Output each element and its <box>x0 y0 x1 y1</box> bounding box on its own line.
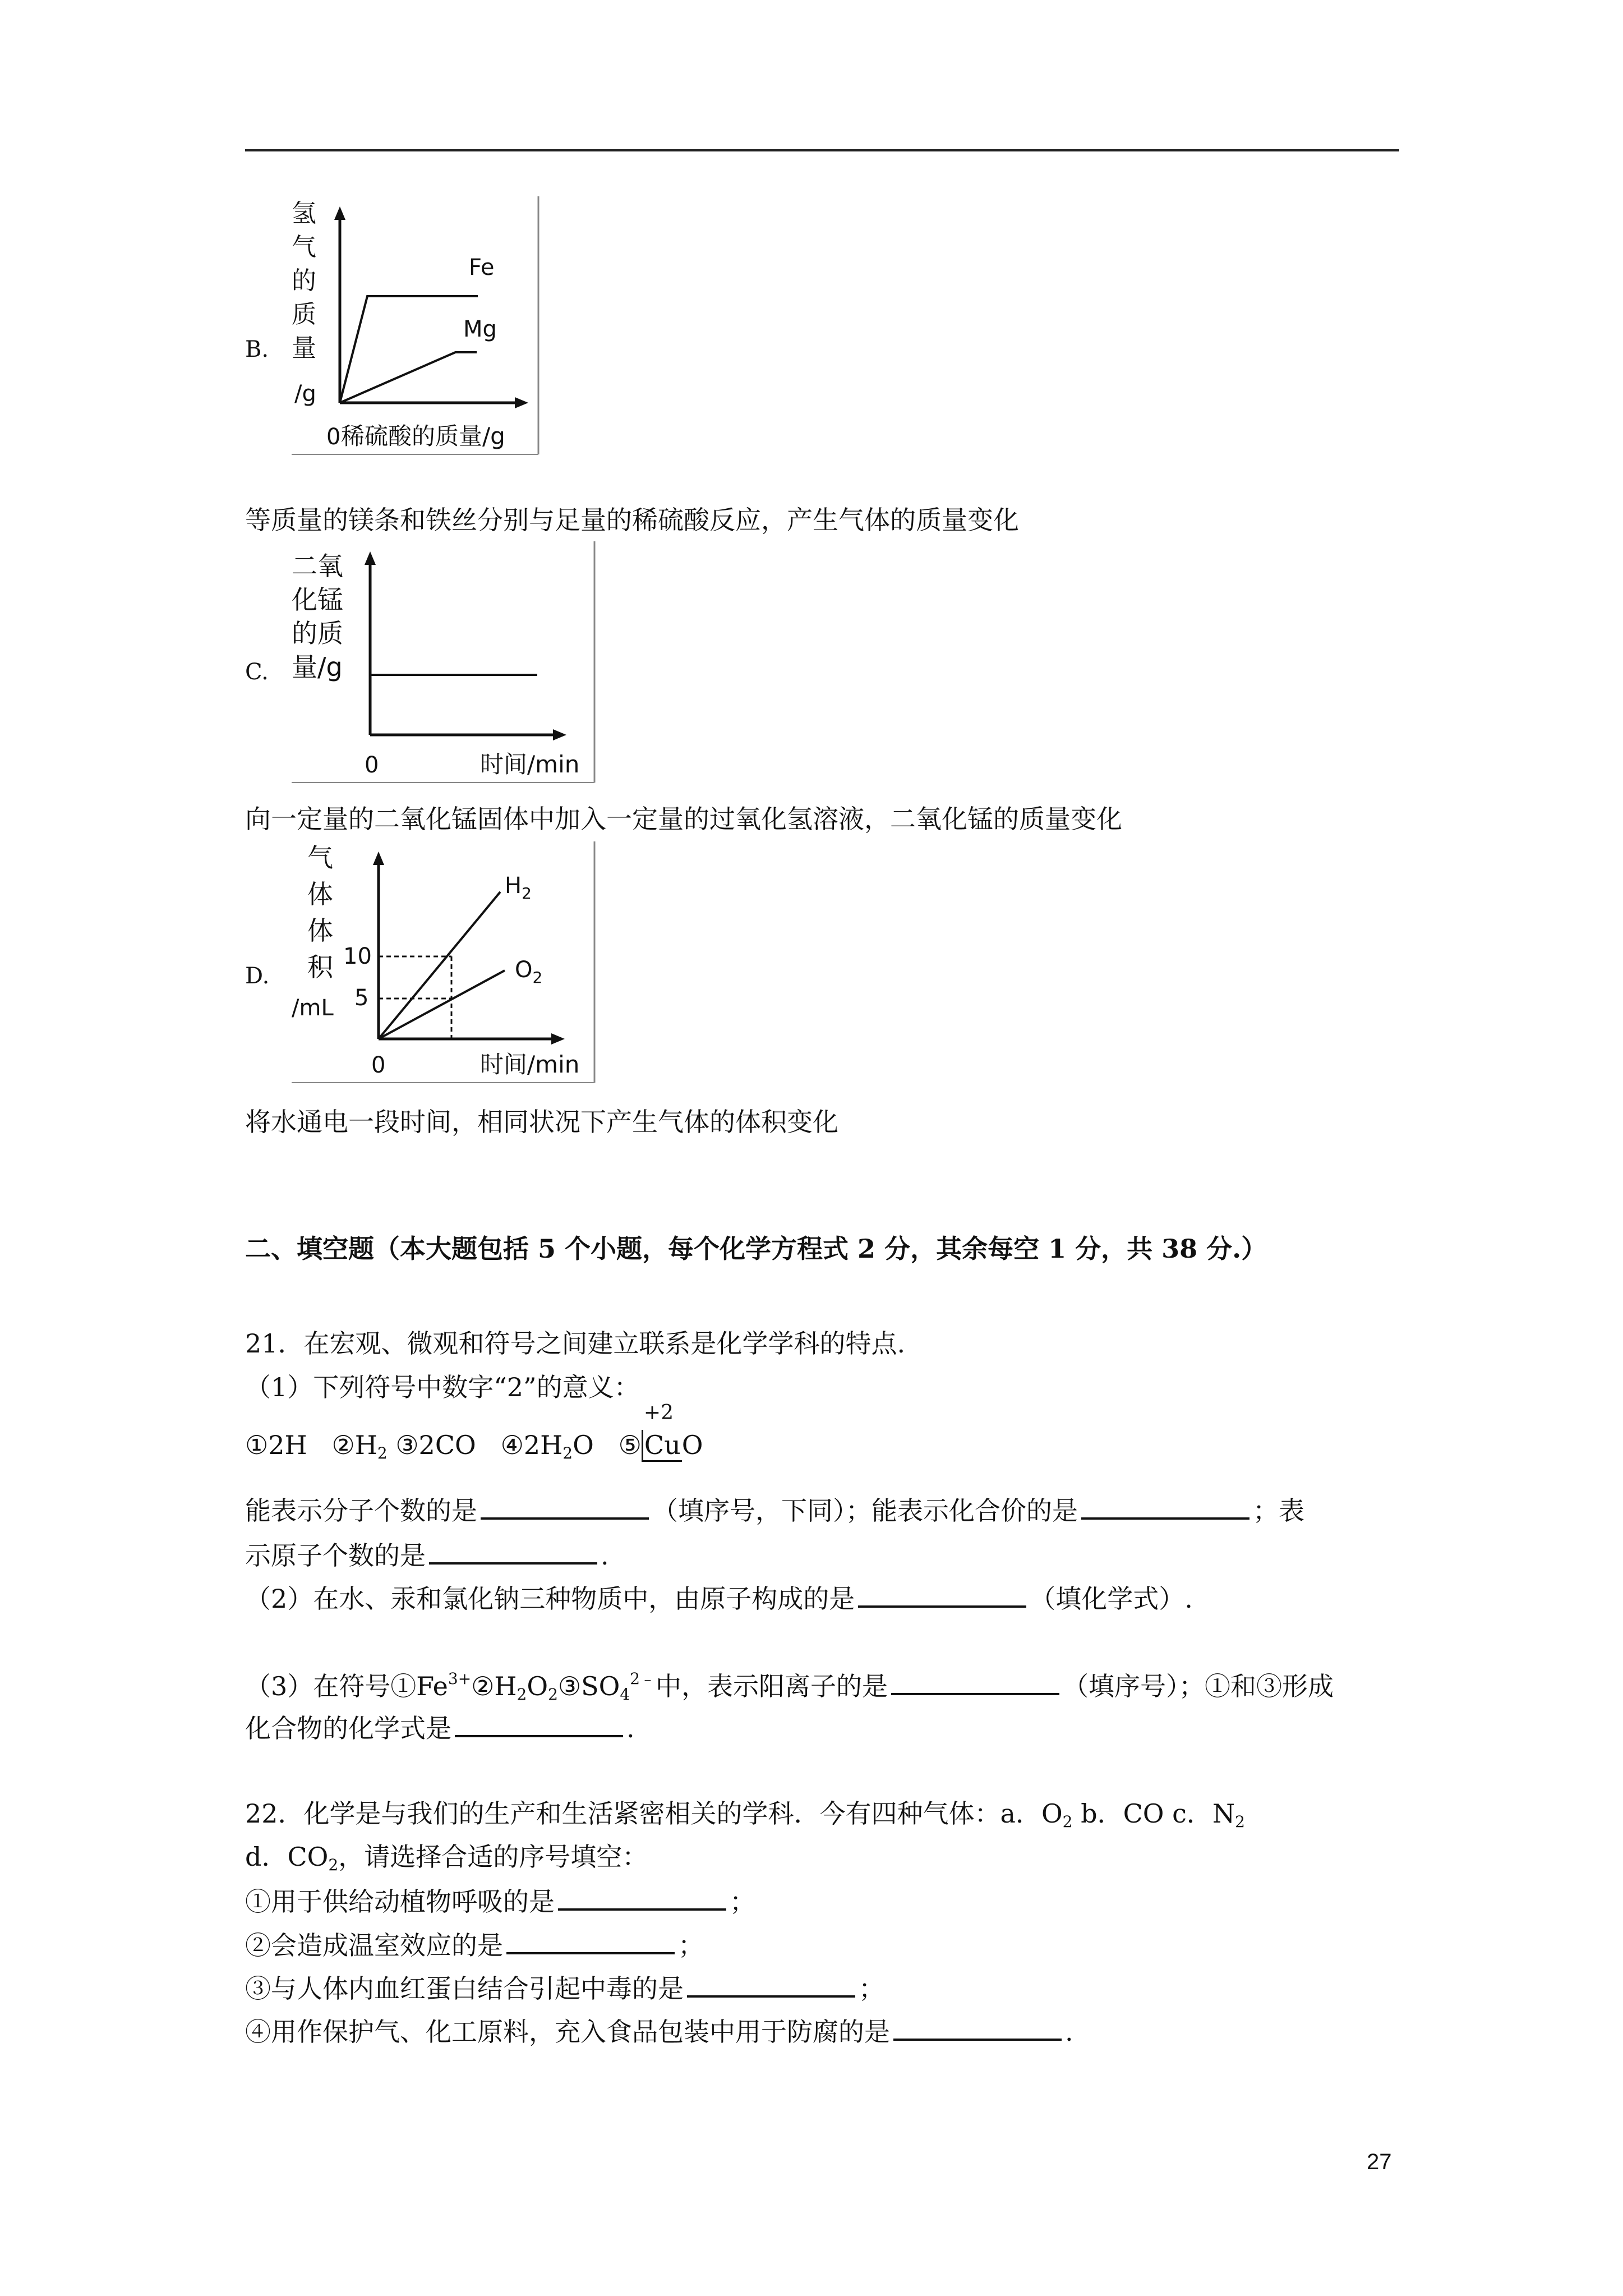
x-axis-label: 时间/min <box>480 751 580 778</box>
origin-label: 0 <box>365 752 379 778</box>
ylabel-char: 体 <box>307 879 333 909</box>
ylabel-char: 质 <box>292 300 316 329</box>
series-label-o2: $O_2$ <box>515 957 543 987</box>
ylabel-line: 二氧 <box>292 551 343 581</box>
answer-blank[interactable] <box>429 1540 597 1565</box>
ylabel-char: /mL <box>292 995 334 1021</box>
q21-part2: （2）在水、汞和氯化钠三种物质中，由原子构成的是 （填化学式）. <box>245 1584 1193 1614</box>
tick-label-10: 10 <box>343 944 372 969</box>
answer-blank[interactable] <box>858 1583 1026 1608</box>
answer-blank[interactable] <box>1081 1495 1249 1520</box>
chart-b <box>292 196 544 460</box>
q22-item3: ③与人体内血红蛋白结合引起中毒的是 ； <box>245 1973 884 2004</box>
ylabel-line: 的质 <box>292 618 343 648</box>
y-axis-arrow <box>365 551 376 565</box>
tick-label-5: 5 <box>354 985 369 1011</box>
answer-blank[interactable] <box>506 1930 675 1954</box>
option-b-caption: 等质量的镁条和铁丝分别与足量的稀硫酸反应，产生气体的质量变化 <box>245 505 1019 535</box>
q21-part1: （1）下列符号中数字“2”的意义： <box>245 1372 640 1402</box>
answer-blank[interactable] <box>558 1886 726 1911</box>
y-axis-arrow <box>334 206 345 220</box>
ylabel-char: /g <box>294 381 316 407</box>
option-b-label: B. <box>245 337 269 362</box>
ylabel-char: 氢 <box>292 199 316 228</box>
ylabel-char: 体 <box>307 915 333 946</box>
q22-item2: ②会造成温室效应的是 ； <box>245 1930 704 1961</box>
series-label-mg: Mg <box>463 316 497 342</box>
origin-label: 0 <box>371 1052 386 1078</box>
answer-blank[interactable] <box>455 1713 623 1737</box>
ylabel-char: 积 <box>307 952 333 982</box>
chart-c <box>292 541 600 788</box>
ylabel-char: 气 <box>307 843 333 873</box>
option-d-label: D. <box>245 963 270 989</box>
ylabel-line: 量/g <box>292 652 343 682</box>
origin-label: 0 <box>326 424 341 450</box>
series-label-h2: $H_2$ <box>505 873 532 903</box>
x-axis-label: 时间/min <box>480 1051 580 1078</box>
series-mg-line <box>340 352 477 403</box>
q21-stem: 21．在宏观、微观和符号之间建立联系是化学学科的特点. <box>245 1328 906 1359</box>
y-axis-arrow <box>373 852 384 865</box>
x-axis-arrow <box>551 1033 565 1045</box>
chart-d <box>292 841 600 1088</box>
option-c-caption: 向一定量的二氧化锰固体中加入一定量的过氧化氢溶液，二氧化锰的质量变化 <box>245 804 1122 834</box>
header-rule <box>245 149 1399 151</box>
ylabel-char: 的 <box>292 266 316 295</box>
section-2-title: 二、填空题（本大题包括 5 个小题，每个化学方程式 2 分，其余每空 1 分，共 38 分.） <box>245 1234 1267 1264</box>
ylabel-char: 量 <box>292 334 316 362</box>
answer-blank[interactable] <box>891 1671 1059 1695</box>
page-number: 27 <box>1367 2150 1392 2174</box>
q22-stem: 22．化学是与我们的生产和生活紧密相关的学科．今有四种气体：a．$O_2$ b．CO c．$N_2$ <box>245 1798 1245 1831</box>
ylabel-char: 气 <box>292 233 316 261</box>
series-o2-line <box>379 970 505 1039</box>
answer-blank[interactable] <box>687 1973 855 1998</box>
answer-blank[interactable] <box>481 1495 649 1520</box>
q22-line2: d．$CO_2$，请选择合适的序号填空： <box>245 1842 648 1874</box>
q21-part3-line2: 化合物的化学式是 . <box>245 1713 635 1743</box>
series-label-fe: Fe <box>469 255 495 280</box>
x-axis-label: 稀硫酸的质量/g <box>341 422 505 450</box>
ylabel-line: 化锰 <box>292 585 343 615</box>
q22-item1: ①用于供给动植物呼吸的是 ； <box>245 1887 755 1917</box>
option-d-caption: 将水通电一段时间，相同状况下产生气体的体积变化 <box>245 1107 838 1137</box>
answer-blank[interactable] <box>893 2016 1062 2041</box>
q21-part3: （3）在符号$①Fe^{3+}②H_2O_2③SO_4^{2﹣}$中，表示阳离子的是 （填序号）；①和③形成 <box>245 1669 1334 1704</box>
q21-symbols: ①2H $②H_2$ ③2CO $④2H_2O$ ⑤ +2 CuO <box>245 1401 703 1462</box>
option-c-label: C. <box>245 659 269 685</box>
series-h2-line <box>379 892 500 1039</box>
x-axis-arrow <box>553 729 566 740</box>
x-axis-arrow <box>515 397 528 408</box>
series-fe-line <box>340 296 478 403</box>
q21-line1: 能表示分子个数的是 （填序号，下同）；能表示化合价的是 ；表 <box>245 1496 1304 1526</box>
q22-item4: ④用作保护气、化工原料，充入食品包装中用于防腐的是 . <box>245 2017 1073 2047</box>
q21-line2: 示原子个数的是 . <box>245 1540 609 1571</box>
